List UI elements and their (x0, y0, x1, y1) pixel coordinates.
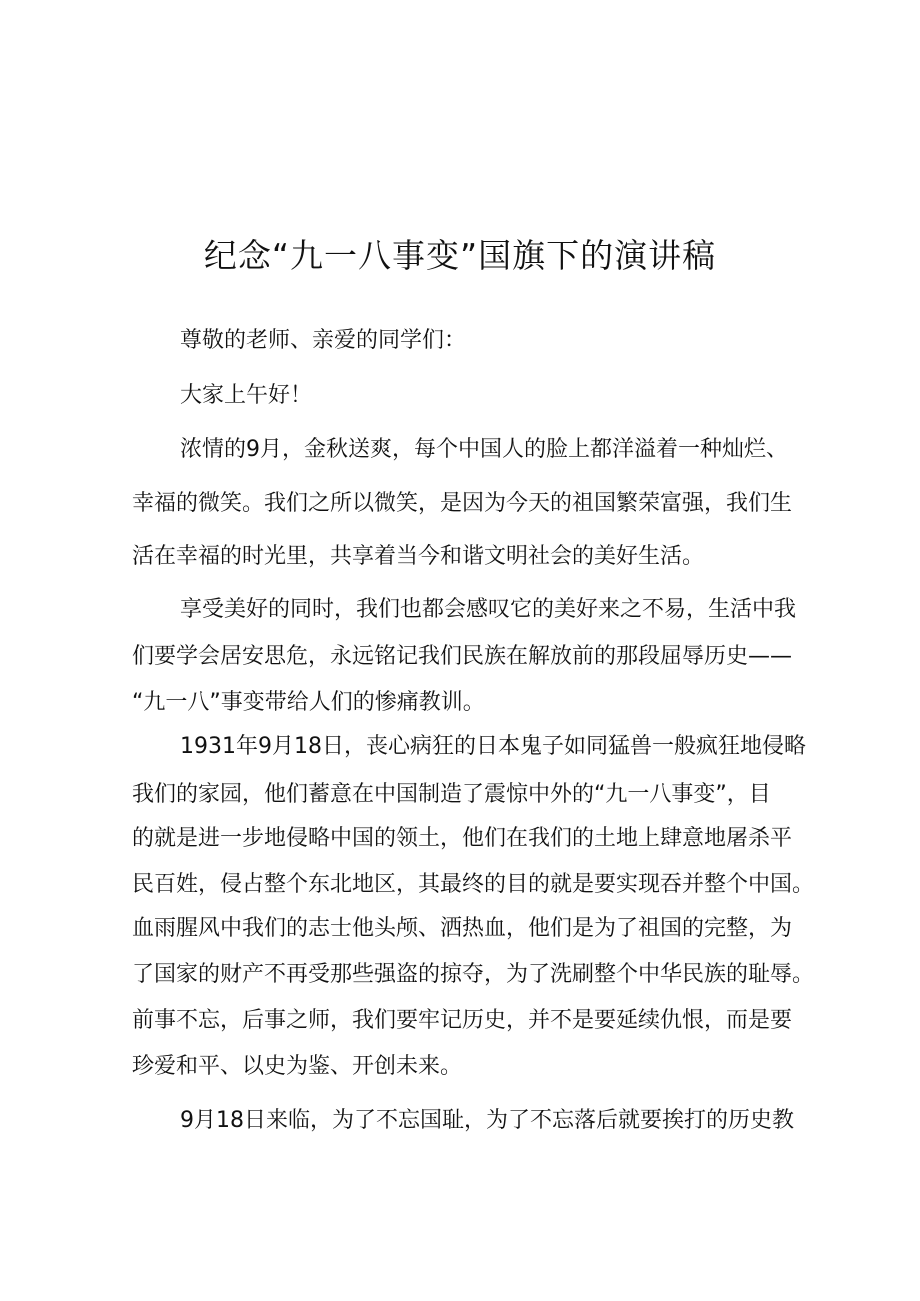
paragraph-3-line-4: 民百姓，侵占整个东北地区，其最终的目的就是要实现吞并整个中国。 (132, 872, 815, 897)
salutation-line: 尊敬的老师、亲爱的同学们： (180, 328, 467, 353)
document-title: 纪念“九一八事变”国旗下的演讲稿 (203, 236, 717, 275)
paragraph-3-line-3: 的就是进一步地侵略中国的领土，他们在我们的土地上肆意地屠杀平 (132, 826, 793, 851)
paragraph-3-line-8: 珍爱和平、以史为鉴、开创未来。 (132, 1054, 463, 1079)
paragraph-3-line-7: 前事不忘，后事之师，我们要牢记历史，并不是要延续仇恨，而是要 (132, 1008, 793, 1033)
paragraph-3-line-6: 了国家的财产不再受那些强盗的掠夺，为了洗刷整个中华民族的耻辱。 (132, 962, 815, 987)
paragraph-3-line-5: 血雨腥风中我们的志士他头颅、洒热血，他们是为了祖国的完整，为 (132, 916, 793, 941)
greeting-line: 大家上午好！ (180, 383, 313, 408)
paragraph-2-line-3: “九一八”事变带给人们的惨痛教训。 (132, 690, 485, 715)
paragraph-1-line-3: 活在幸福的时光里，共享着当今和谐文明社会的美好生活。 (132, 544, 705, 569)
paragraph-1-line-2: 幸福的微笑。我们之所以微笑，是因为今天的祖国繁荣富强，我们生 (132, 491, 793, 516)
paragraph-1-line-1: 浓情的9月，金秋送爽，每个中国人的脸上都洋溢着一种灿烂、 (180, 437, 788, 462)
paragraph-4-line-1: 9月18日来临，为了不忘国耻，为了不忘落后就要挨打的历史教 (180, 1108, 794, 1133)
paragraph-2-line-1: 享受美好的同时，我们也都会感叹它的美好来之不易，生活中我 (180, 597, 797, 622)
paragraph-2-line-2: 们要学会居安思危，永远铭记我们民族在解放前的那段屈辱历史—— (132, 644, 793, 669)
paragraph-3-line-1: 1931年9月18日，丧心病狂的日本鬼子如同猛兽一般疯狂地侵略 (180, 734, 806, 759)
paragraph-3-line-2: 我们的家园，他们蓄意在中国制造了震惊中外的“九一八事变”，目 (132, 782, 771, 807)
